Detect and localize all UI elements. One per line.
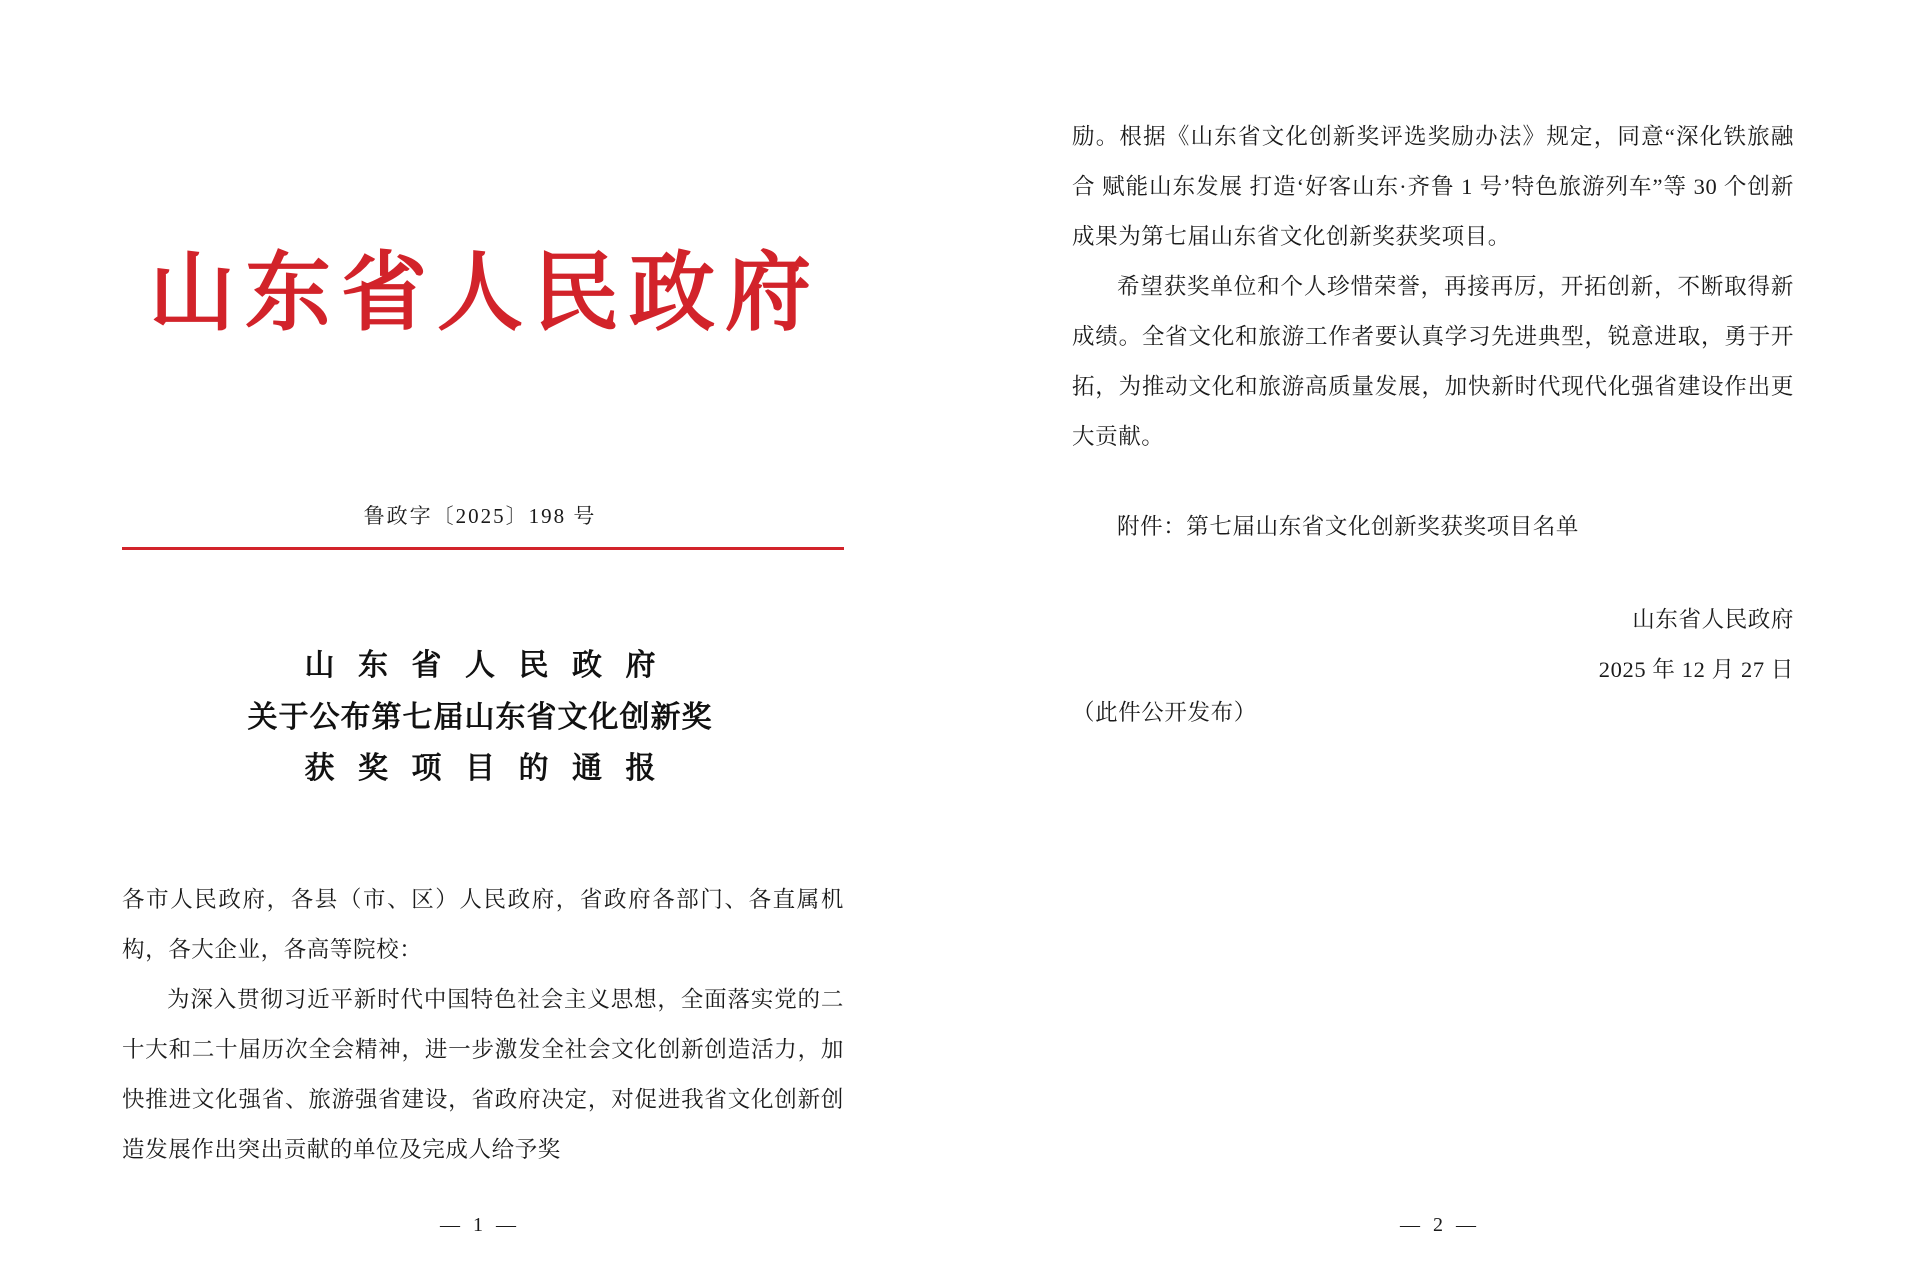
masthead-title: 山东省人民政府 <box>149 245 821 341</box>
attachment-line: 附件：第七届山东省文化创新奖获奖项目名单 <box>1117 514 1580 539</box>
page-2-body <box>1072 112 1794 552</box>
salutation-paragraph: 各市人民政府，各县（市、区）人民政府，省政府各部门、各直属机构，各大企业，各高等院校： <box>122 887 844 962</box>
title-block <box>0 640 960 795</box>
document-page-2 <box>960 0 1920 1279</box>
document-number: 鲁政字〔2025〕198 号 <box>363 504 597 528</box>
body-paragraph-continued: 励。根据《山东省文化创新奖评选奖励办法》规定，同意“深化铁旅融合 赋能山东发展 打造‘好客山东·齐鲁 1 号’特色旅游列车”等 30 个创新成果为第七届山东省文化创新奖获奖项目。 <box>1072 124 1794 249</box>
title-line-1: 山 东 省 人 民 政 府 <box>304 649 664 682</box>
signature-block <box>1072 595 1876 695</box>
red-divider-rule <box>122 547 844 550</box>
publish-note: （此件公开发布） <box>1072 700 1257 725</box>
page-1-number: — 1 — <box>440 1214 520 1236</box>
masthead <box>0 245 960 341</box>
title-line-2: 关于公布第七届山东省文化创新奖 <box>247 700 713 734</box>
page-1-body <box>122 875 844 1175</box>
page-2-number: — 2 — <box>1400 1214 1480 1236</box>
body-paragraph-1: 为深入贯彻习近平新时代中国特色社会主义思想，全面落实党的二十大和二十届历次全会精神，进一步激发全社会文化创新创造活力，加快推进文化强省、旅游强省建设，省政府决定，对促进我省文化创新创造发展作出突出贡献的单位及完成人给予奖 <box>122 987 844 1162</box>
title-line-3: 获 奖 项 目 的 通 报 <box>304 752 664 786</box>
issue-date: 2025 年 12 月 27 日 <box>1598 657 1794 682</box>
issuer-name: 山东省人民政府 <box>1632 607 1794 632</box>
body-paragraph-2: 希望获奖单位和个人珍惜荣誉，再接再厉，开拓创新，不断取得新成绩。全省文化和旅游工作者要认真学习先进典型，锐意进取，勇于开拓，为推动文化和旅游高质量发展，加快新时代现代化强省建设作出更大贡献。 <box>1072 274 1794 449</box>
